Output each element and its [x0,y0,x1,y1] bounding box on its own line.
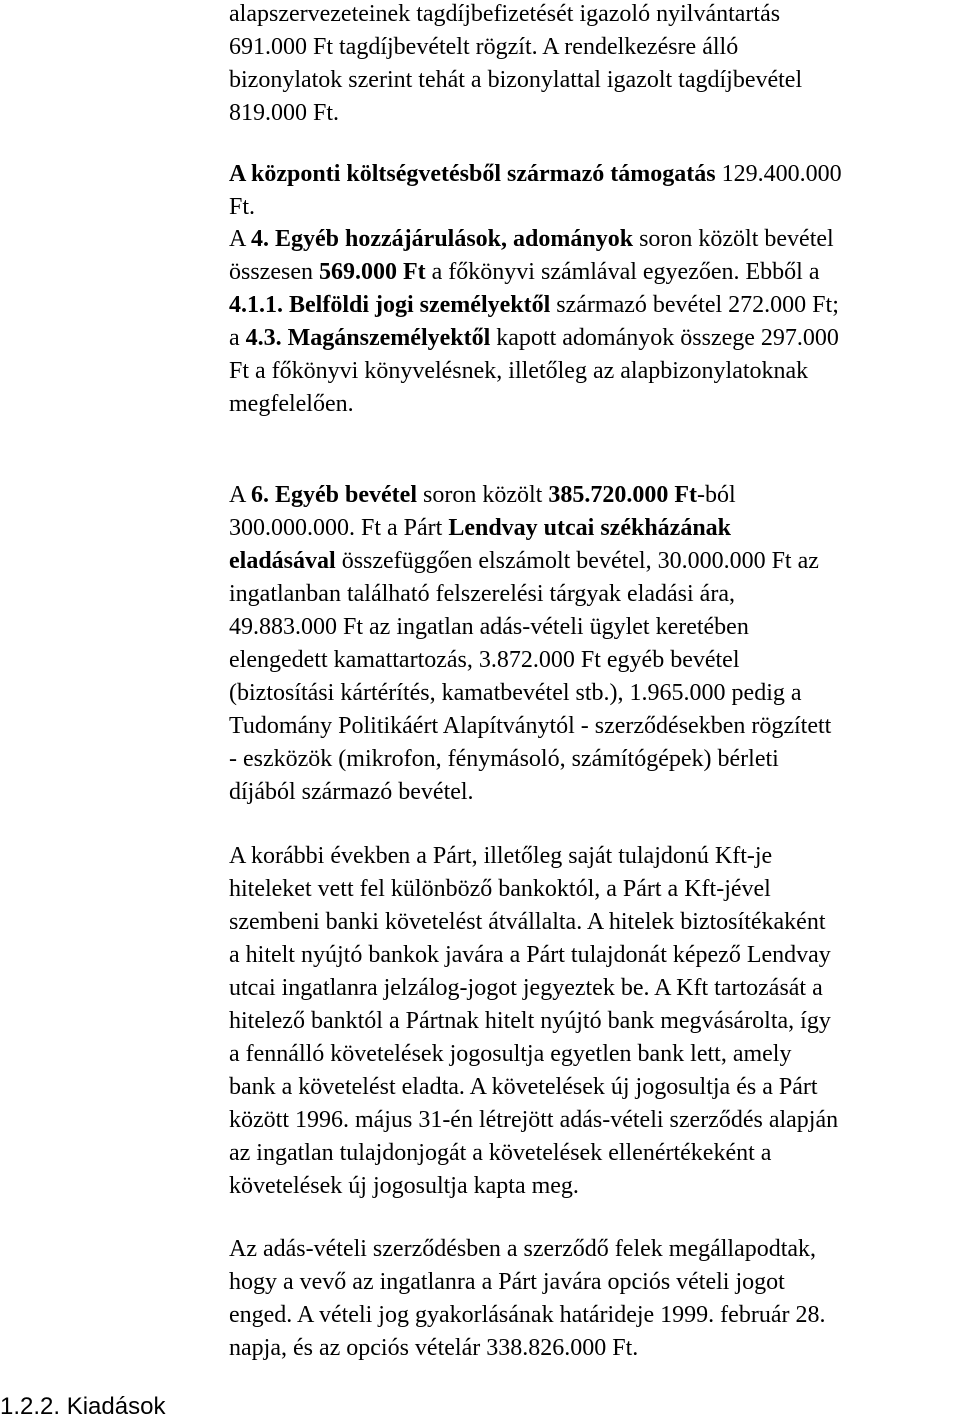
text-run: összesen [229,259,319,285]
text-run: soron közölt [417,482,549,508]
text-line: enged. A vételi jog gyakorlásának határideje 1999. február 28. [229,1302,826,1328]
text-line [229,158,954,191]
bold-phrase: A központi költségvetésből származó támogatás [229,161,716,187]
text-run: soron közölt bevétel [633,226,834,252]
text-line: 691.000 Ft tagdíjbevételt rögzít. A rendelkezésre álló [229,34,739,60]
text-line [229,223,954,256]
paragraph-option-agreement [229,1233,954,1365]
bold-phrase: 4. Egyéb hozzájárulások, adományok [251,226,634,252]
text-line: a fennálló követelések jogosultja egyetlen bank lett, amely [229,1041,792,1067]
paragraph-membership-fees [229,0,954,130]
text-line: A korábbi években a Párt, illetőleg saját tulajdonú Kft-je [229,843,773,869]
text-run: a [229,325,246,351]
text-line [229,479,954,512]
paragraph-other-income [229,479,954,809]
bold-phrase: 6. Egyéb bevétel [251,482,417,508]
text-line: elengedett kamattartozás, 3.872.000 Ft egyéb bevétel [229,647,740,673]
text-line: bizonylatok szerint tehát a bizonylattal igazolt tagdíjbevétel [229,67,803,93]
text-line: napja, és az opciós vételár 338.826.000 Ft. [229,1335,639,1361]
text-run: A [229,482,252,508]
text-run: a főkönyvi számlával egyezően. Ebből a [425,259,820,285]
text-run: 300.000.000. Ft a Párt [229,515,449,541]
text-line: megfelelően. [229,391,354,417]
text-line [229,322,954,355]
bold-phrase: 385.720.000 Ft [548,482,697,508]
text-line: az ingatlan tulajdonjogát a követelések ellenértékeként a [229,1140,772,1166]
amount: 129.400.000 [715,161,842,187]
bold-phrase: 4.3. Magánszemélyektől [245,325,491,351]
text-run: összefüggően elszámolt bevétel, 30.000.000 Ft az [335,548,819,574]
text-line: bank a követelést eladta. A követelések új jogosultja és a Párt [229,1074,818,1100]
paragraph-other-contributions [229,223,954,421]
text-line [229,289,954,322]
bold-phrase: Lendvay utcai székházának [448,515,732,541]
bold-phrase: eladásával [229,548,336,574]
text-line: díjából származó bevétel. [229,779,474,805]
text-run: származó bevétel 272.000 Ft; [550,292,839,318]
text-line [229,545,954,578]
text-line: 819.000 Ft. [229,100,340,126]
text-line: utcai ingatlanra jelzálog-jogot jegyeztek be. A Kft tartozását a [229,975,823,1001]
text-line: (biztosítási kártérítés, kamatbevétel stb.), 1.965.000 pedig a [229,680,802,706]
text-run: kapott adományok összege 297.000 [490,325,839,351]
text-line: szembeni banki követelést átvállalta. A hitelek biztosítékaként [229,909,826,935]
text-line: Ft. [229,194,256,220]
text-line: hogy a vevő az ingatlanra a Párt javára opciós vételi jogot [229,1269,785,1295]
text-line [229,512,954,545]
bold-phrase: 4.1.1. Belföldi jogi személyektől [229,292,551,318]
text-run: A [229,226,252,252]
text-line: alapszervezeteinek tagdíjbefizetését igazoló nyilvántartás [229,1,781,27]
text-line: 49.883.000 Ft az ingatlan adás-vételi ügylet keretében [229,614,749,640]
text-line: között 1996. május 31-én létrejött adás-vételi szerződés alapján [229,1107,839,1133]
text-line: hitelező banktól a Pártnak hitelt nyújtó bank megvásárolta, így [229,1008,831,1034]
paragraph-loans-history [229,840,954,1203]
text-run: -ból [696,482,736,508]
text-line: - eszközök (mikrofon, fénymásoló, számítógépek) bérleti [229,746,779,772]
text-line: Ft a főkönyvi könyvelésnek, illetőleg az alapbizonylatoknak [229,358,809,384]
text-line: Az adás-vételi szerződésben a szerződő felek megállapodtak, [229,1236,817,1262]
text-line [229,256,954,289]
bold-phrase: 569.000 Ft [318,259,426,285]
text-line: követelések új jogosultja kapta meg. [229,1173,579,1199]
text-line: hiteleket vett fel különböző bankoktól, a Párt a Kft-jével [229,876,771,902]
text-line: a hitelt nyújtó bankok javára a Párt tulajdonát képező Lendvay [229,942,831,968]
text-line: ingatlanban található felszerelési tárgyak eladási ára, [229,581,735,607]
paragraph-central-budget-support [229,158,954,224]
section-heading: 1.2.2. Kiadások [0,1393,166,1420]
text-line: Tudomány Politikáért Alapítványtól - szerződésekben rögzített [229,713,832,739]
